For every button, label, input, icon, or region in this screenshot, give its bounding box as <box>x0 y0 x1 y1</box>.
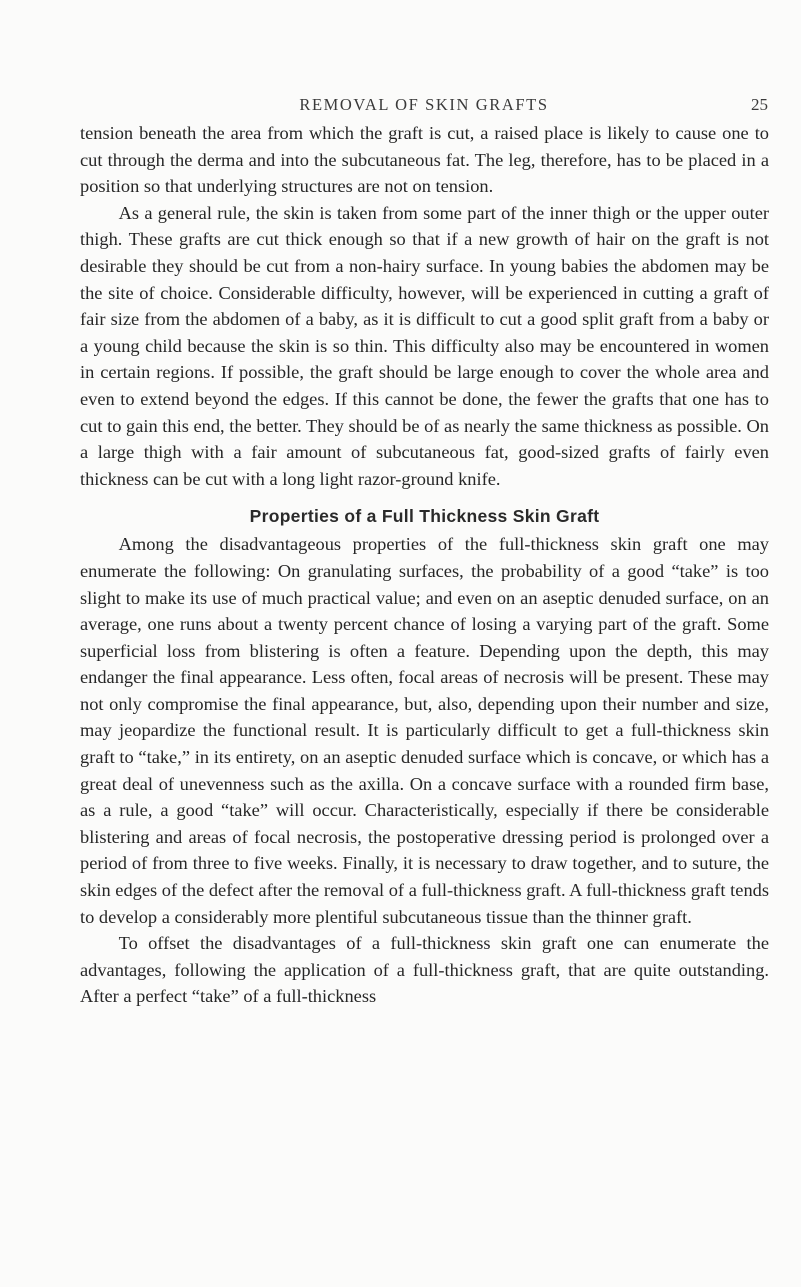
paragraph-continued: tension beneath the area from which the graft is cut, a raised place is likely to cause one to cut through the derma and into the subcutaneous fat. The leg, therefore, has to be placed in a position so that underlying structures are not on tension. <box>80 123 769 197</box>
paragraph-disadvantages: Among the disadvantageous properties of the full-thickness skin graft one may enumerate the following: On granulating surfaces, the probability of a good “take” is too slight to make its use of much practical value; and even on an aseptic denuded surface, on an average, one runs about a twenty percent chance of losing a varying part of the graft. Some superficial loss from blistering is often a feature. Depending upon the depth, this may endanger the final appearance. Less often, focal areas of necrosis will be present. These may not only compromise the final appearance, but, also, depending upon their number and size, may jeopardize the functional result. It is particularly difficult to get a full-thickness skin graft to “take,” in its entirety, on an aseptic denuded surface which is concave, or which has a great deal of unevenness such as the axilla. On a concave surface with a rounded firm base, as a rule, a good “take” will occur. Characteristically, especially if there be considerable blistering and areas of focal necrosis, the postoperative dressing period is prolonged over a period of from three to five weeks. Finally, it is necessary to draw together, and to suture, the skin edges of the defect after the removal of a full-thickness graft. A full-thickness graft tends to develop a considerably more plentiful subcutaneous tissue than the thinner graft. <box>80 534 769 927</box>
running-head <box>80 95 768 117</box>
paragraph-skin-source: As a general rule, the skin is taken from some part of the inner thigh or the upper outer thigh. These grafts are cut thick enough so that if a new growth of hair on the graft is not desirable they should be cut from a non-hairy surface. In young babies the abdomen may be the site of choice. Considerable difficulty, however, will be experienced in cutting a graft of fair size from the abdomen of a baby, as it is difficult to cut a good split graft from a baby or a young child because the skin is so thin. This difficulty also may be encountered in women in certain regions. If possible, the graft should be large enough to cover the whole area and even to extend beyond the edges. If this cannot be done, the fewer the grafts that one has to cut to gain this end, the better. They should be of as nearly the same thickness as possible. On a large thigh with a fair amount of subcutaneous fat, good-sized grafts of fairly even thickness can be cut with a long light razor-ground knife. <box>80 202 769 489</box>
section-heading: Properties of a Full Thickness Skin Graft <box>249 506 600 527</box>
paragraph-advantages: To offset the disadvantages of a full-thickness skin graft one can enumerate the advantages, following the application of a full-thickness graft, that are quite outstanding. After a perfect “take” of a full-thickness <box>80 933 769 1007</box>
running-title: REMOVAL OF SKIN GRAFTS <box>299 95 549 114</box>
body-text <box>80 120 769 1010</box>
page-number: 25 <box>751 95 768 114</box>
